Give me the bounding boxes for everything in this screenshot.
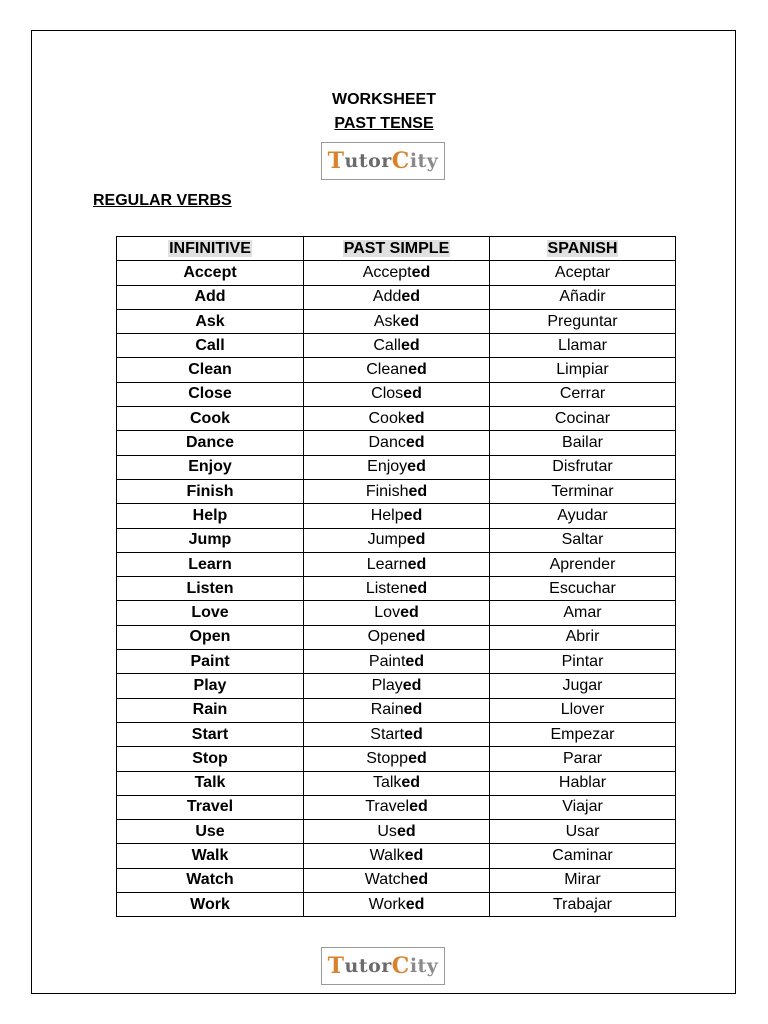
past-stem: Rain (370, 701, 404, 719)
cell-spanish: Mirar (490, 868, 676, 892)
cell-infinitive: Paint (117, 650, 304, 674)
cell-past-simple (304, 674, 490, 698)
cell-past-simple (304, 261, 490, 285)
past-suffix: ed (407, 555, 427, 573)
table-row (117, 455, 676, 479)
past-stem: Lov (374, 604, 401, 622)
table-row (117, 382, 676, 406)
cell-infinitive: Start (117, 722, 304, 746)
past-suffix: ed (400, 336, 420, 354)
past-suffix: ed (396, 822, 416, 840)
cell-past-simple (304, 868, 490, 892)
table-row (117, 479, 676, 503)
table-row (117, 722, 676, 746)
cell-past-simple (304, 747, 490, 771)
cell-spanish: Escuchar (490, 577, 676, 601)
past-stem: Help (370, 506, 404, 524)
cell-spanish: Ayudar (490, 504, 676, 528)
cell-past-simple (304, 771, 490, 795)
cell-past-simple (304, 334, 490, 358)
cell-infinitive: Walk (117, 844, 304, 868)
cell-infinitive: Finish (117, 479, 304, 503)
cell-past-simple (304, 820, 490, 844)
table-row (117, 528, 676, 552)
header-past-simple: PAST SIMPLE (304, 237, 490, 261)
past-stem: Listen (365, 579, 409, 597)
table-row (117, 407, 676, 431)
past-stem: Walk (369, 847, 405, 865)
cell-past-simple (304, 382, 490, 406)
cell-past-simple (304, 601, 490, 625)
cell-spanish: Viajar (490, 795, 676, 819)
cell-spanish: Saltar (490, 528, 676, 552)
past-suffix: ed (405, 434, 425, 452)
past-stem: Accept (362, 263, 412, 281)
cell-past-simple (304, 650, 490, 674)
cell-spanish: Caminar (490, 844, 676, 868)
cell-past-simple (304, 358, 490, 382)
past-stem: Travel (365, 798, 410, 816)
cell-spanish: Empezar (490, 722, 676, 746)
cell-spanish: Añadir (490, 285, 676, 309)
logo-letter-t: T (327, 953, 345, 979)
cell-past-simple (304, 844, 490, 868)
cell-past-simple (304, 577, 490, 601)
header-spanish: SPANISH (490, 237, 676, 261)
past-suffix: ed (407, 458, 426, 476)
cell-spanish: Aprender (490, 552, 676, 576)
logo-text-middle: utor (344, 955, 392, 977)
cell-infinitive: Watch (117, 868, 304, 892)
tutorcity-logo-top (321, 142, 445, 180)
table-row (117, 698, 676, 722)
past-stem: Paint (368, 652, 406, 670)
past-stem: Cook (368, 409, 406, 427)
past-suffix: ed (403, 506, 423, 524)
cell-spanish: Bailar (490, 431, 676, 455)
cell-past-simple (304, 698, 490, 722)
past-suffix: ed (405, 895, 425, 913)
logo-text-middle: utor (344, 150, 392, 172)
cell-spanish: Jugar (490, 674, 676, 698)
worksheet-subtitle: PAST TENSE (334, 115, 434, 132)
cell-past-simple (304, 552, 490, 576)
cell-infinitive: Cook (117, 407, 304, 431)
past-suffix: ed (400, 312, 420, 330)
past-stem: Enjoy (367, 458, 408, 476)
cell-infinitive: Learn (117, 552, 304, 576)
past-suffix: ed (405, 409, 425, 427)
past-suffix: ed (411, 263, 431, 281)
past-suffix: ed (401, 288, 421, 306)
cell-past-simple (304, 285, 490, 309)
table-row (117, 577, 676, 601)
past-suffix: ed (408, 482, 428, 500)
table-row (117, 552, 676, 576)
cell-infinitive: Clean (117, 358, 304, 382)
cell-infinitive: Rain (117, 698, 304, 722)
past-suffix: ed (404, 847, 424, 865)
past-stem: Danc (368, 434, 406, 452)
cell-spanish: Limpiar (490, 358, 676, 382)
cell-past-simple (304, 407, 490, 431)
logo-letter-c: C (391, 953, 410, 979)
cell-infinitive: Add (117, 285, 304, 309)
table-row (117, 674, 676, 698)
past-suffix: ed (401, 774, 421, 792)
cell-past-simple (304, 795, 490, 819)
past-stem: Play (371, 676, 403, 694)
table-row (117, 358, 676, 382)
worksheet-title: WORKSHEET (332, 91, 436, 108)
cell-past-simple (304, 431, 490, 455)
past-stem: Stopp (366, 749, 409, 767)
cell-infinitive: Help (117, 504, 304, 528)
past-stem: Add (372, 288, 402, 306)
table-row (117, 309, 676, 333)
logo-letter-t: T (327, 148, 345, 174)
cell-spanish: Parar (490, 747, 676, 771)
cell-spanish: Pintar (490, 650, 676, 674)
cell-spanish: Hablar (490, 771, 676, 795)
cell-spanish: Aceptar (490, 261, 676, 285)
cell-infinitive: Dance (117, 431, 304, 455)
cell-infinitive: Travel (117, 795, 304, 819)
past-stem: Clos (371, 385, 404, 403)
past-stem: Ask (373, 312, 401, 330)
table-row (117, 625, 676, 649)
cell-spanish: Terminar (490, 479, 676, 503)
cell-spanish: Amar (490, 601, 676, 625)
past-suffix: ed (406, 628, 426, 646)
cell-past-simple (304, 893, 490, 917)
past-suffix: ed (403, 385, 422, 403)
past-suffix: ed (403, 701, 423, 719)
past-suffix: ed (408, 361, 427, 379)
past-stem: Watch (364, 871, 410, 889)
past-stem: Work (368, 895, 406, 913)
past-stem: Us (377, 822, 397, 840)
cell-spanish: Llamar (490, 334, 676, 358)
table-row (117, 650, 676, 674)
cell-past-simple (304, 625, 490, 649)
past-stem: Learn (366, 555, 408, 573)
past-suffix: ed (406, 531, 426, 549)
cell-infinitive: Talk (117, 771, 304, 795)
header-infinitive: INFINITIVE (117, 237, 304, 261)
table-row (117, 771, 676, 795)
section-heading: REGULAR VERBS (93, 192, 232, 209)
cell-spanish: Usar (490, 820, 676, 844)
cell-past-simple (304, 504, 490, 528)
cell-infinitive: Love (117, 601, 304, 625)
past-stem: Finish (365, 482, 409, 500)
table-row (117, 601, 676, 625)
cell-infinitive: Stop (117, 747, 304, 771)
cell-past-simple (304, 455, 490, 479)
past-suffix: ed (408, 749, 427, 767)
cell-past-simple (304, 722, 490, 746)
table-row (117, 893, 676, 917)
cell-infinitive: Accept (117, 261, 304, 285)
cell-infinitive: Use (117, 820, 304, 844)
cell-spanish: Cerrar (490, 382, 676, 406)
past-suffix: ed (404, 725, 423, 743)
table-row (117, 820, 676, 844)
table-row (117, 844, 676, 868)
past-stem: Start (370, 725, 405, 743)
table-row (117, 747, 676, 771)
table-row (117, 261, 676, 285)
past-suffix: ed (409, 798, 428, 816)
cell-infinitive: Enjoy (117, 455, 304, 479)
cell-infinitive: Close (117, 382, 304, 406)
cell-past-simple (304, 528, 490, 552)
logo-text-tail: ity (409, 955, 439, 977)
cell-spanish: Trabajar (490, 893, 676, 917)
cell-spanish: Disfrutar (490, 455, 676, 479)
tutorcity-logo-bottom (321, 947, 445, 985)
cell-spanish: Llover (490, 698, 676, 722)
cell-infinitive: Ask (117, 309, 304, 333)
table-row (117, 431, 676, 455)
cell-spanish: Cocinar (490, 407, 676, 431)
past-suffix: ed (405, 652, 425, 670)
cell-infinitive: Open (117, 625, 304, 649)
cell-infinitive: Call (117, 334, 304, 358)
table-row (117, 795, 676, 819)
cell-past-simple (304, 309, 490, 333)
past-suffix: ed (402, 676, 422, 694)
past-stem: Jump (367, 531, 407, 549)
table-row (117, 334, 676, 358)
cell-infinitive: Jump (117, 528, 304, 552)
past-stem: Call (373, 336, 401, 354)
cell-spanish: Abrir (490, 625, 676, 649)
table-row (117, 504, 676, 528)
past-suffix: ed (408, 579, 428, 597)
past-suffix: ed (409, 871, 429, 889)
table-header-row (117, 237, 676, 261)
table-row (117, 285, 676, 309)
verbs-table (116, 236, 676, 917)
table-row (117, 868, 676, 892)
cell-infinitive: Play (117, 674, 304, 698)
table-body (117, 261, 676, 917)
cell-past-simple (304, 479, 490, 503)
cell-infinitive: Work (117, 893, 304, 917)
cell-spanish: Preguntar (490, 309, 676, 333)
past-stem: Talk (372, 774, 402, 792)
past-stem: Open (367, 628, 407, 646)
logo-text-tail: ity (409, 150, 439, 172)
cell-infinitive: Listen (117, 577, 304, 601)
past-suffix: ed (400, 604, 419, 622)
past-stem: Clean (366, 361, 409, 379)
logo-letter-c: C (391, 148, 410, 174)
